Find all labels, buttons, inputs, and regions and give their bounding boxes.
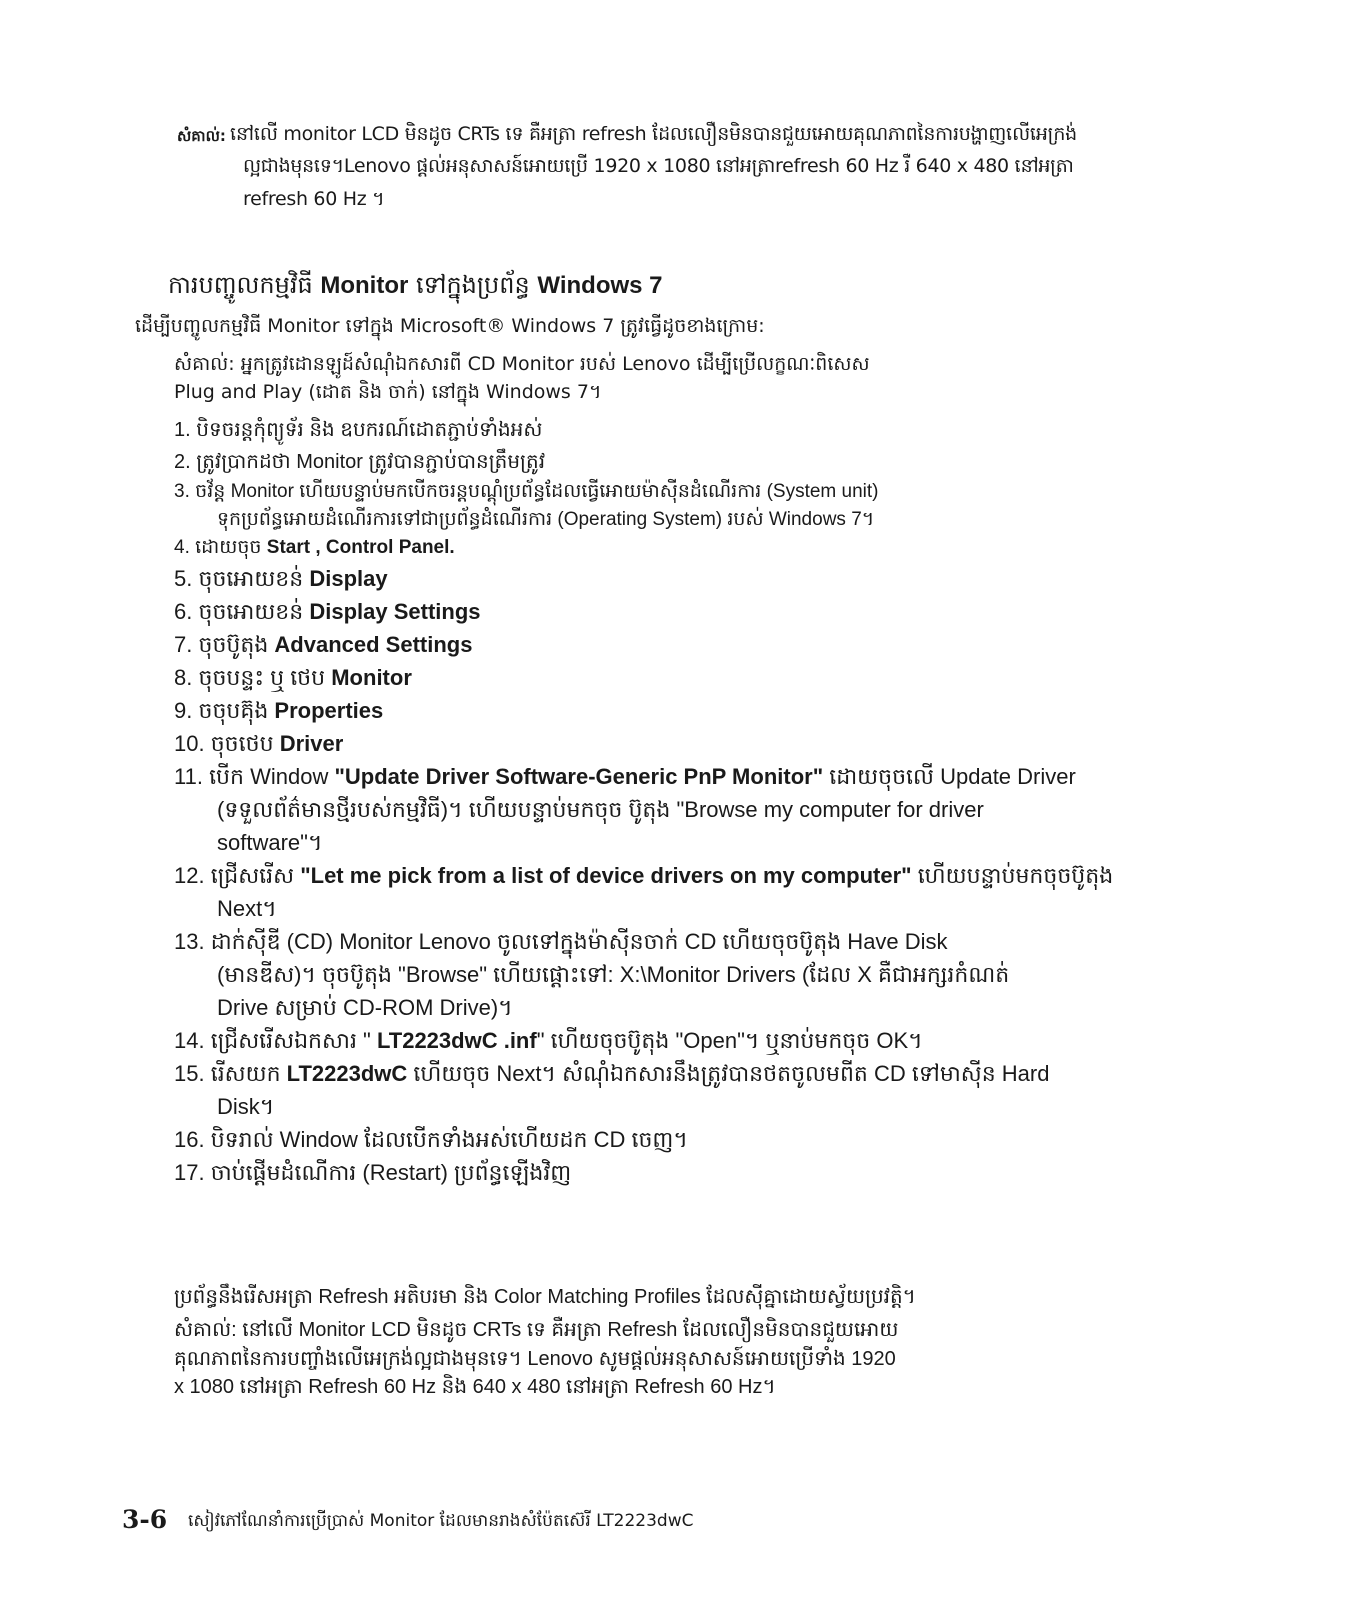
list-item-continuation: software"។ — [217, 830, 323, 855]
steps-list — [174, 414, 1294, 1189]
list-item: 10. ចុចថេប Driver — [174, 731, 344, 756]
list-item-continuation: (មានឌីស)។ ចុចប៊ូតុង "Browse" ហើយផ្តោះទៅ: X:\Monitor Drivers (ដែល X គឺជាអក្សរកំណត់ — [217, 962, 1010, 987]
note-label: សំគាល់: — [177, 127, 226, 145]
list-item: 3. ចវ័ន្ត Monitor ហើយបន្ទាប់មកបើកចរន្តបណ្តុំប្រព័ន្ធដែលធ្វើអោយម៉ាស៊ីនដំណើរការ (System unit) — [174, 481, 879, 502]
list-item: 9. ចចុបគ៊ុង Properties — [174, 698, 384, 723]
list-item: 13. ដាក់ស៊ីឌី (CD) Monitor Lenovo ចូលទៅក្នុងម៉ាស៊ីនចាក់ CD ហើយចុចប៊ូតុង Have Disk — [174, 929, 948, 954]
list-item-continuation: Disk។ — [217, 1094, 275, 1119]
page-number: 3-6 — [122, 1505, 168, 1534]
closing-line-2: សំគាល់: នៅលើ Monitor LCD មិនដូច CRTs ទេ គឺអត្រា Refresh ដែលលឿនមិនបានជួយអោយ — [174, 1319, 899, 1341]
list-item: 14. ជ្រើសរើសឯកសារ " LT2223dwC .inf" ហើយចុចប៊ូតុង "Open"។ ឬនាប់មកចុច OK។ — [174, 1028, 923, 1053]
list-item: 11. បើក Window "Update Driver Software-Generic PnP Monitor" ដោយចុចលើ Update Driver — [174, 764, 1076, 789]
section-heading — [168, 270, 663, 305]
list-item: 12. ជ្រើសរើស "Let me pick from a list of device drivers on my computer" ហើយបន្ទាប់មកចុចប៊ូតុង — [174, 863, 1114, 888]
top-note-line-1: នៅលើ monitor LCD មិនដូច CRTs ទេ គឺអត្រា refresh ដែលលឿនមិនបានជួយអោយគុណភាពនៃការបង្ហាញលើអេក្រង់ — [230, 123, 1077, 145]
heading-monitor: Monitor — [320, 272, 409, 299]
list-item-continuation: Drive សម្រាប់ CD-ROM Drive)។ — [217, 995, 513, 1020]
list-item: 1. បិទចរន្តកុំព្យូទ័រ និង ឧបករណ៍ដោតភ្ជាប់ទាំងអស់ — [174, 419, 543, 441]
list-item-continuation: ទុកប្រព័ន្ធអោយដំណើរការទៅជាប្រព័ន្ធដំណើរការ (Operating System) របស់ Windows 7។ — [217, 509, 875, 530]
list-item: 5. ចុចអោយខន់ Display — [174, 566, 388, 591]
install-note-line-2: Plug and Play (ដោត និង ចាក់) នៅក្នុង Windows 7។ — [174, 381, 602, 403]
closing-line-1: ប្រព័ន្ធនឹងរើសអត្រា Refresh អតិបរមា និង Color Matching Profiles ដែលស៊ីគ្នាដោយស្វ័យប្រវត្តិ។ — [174, 1286, 916, 1308]
list-item: 8. ចុចបន្ទះ ឬ ថេប Monitor — [174, 665, 412, 690]
top-note-line-3: refresh 60 Hz ។ — [243, 188, 385, 210]
list-item-continuation: Next។ — [217, 896, 277, 921]
list-item: 7. ចុចប៊ូតុង Advanced Settings — [174, 632, 473, 657]
closing-line-4: x 1080 នៅអត្រា Refresh 60 Hz និង 640 x 480 នៅអត្រា Refresh 60 Hz។ — [174, 1376, 776, 1398]
list-item: 2. ត្រូវប្រាកដថា Monitor ត្រូវបានភ្ជាប់បានត្រឹមត្រូវ — [174, 451, 546, 473]
list-item-continuation: (ទទួលព័ត៌មានថ្មីរបស់កម្មវិធី)។ ហើយបន្ទាប់មកចុច ប៊ូតុង "Browse my computer for driver — [217, 797, 984, 822]
list-item: 15. រើសយក LT2223dwC ហើយចុច Next។ សំណុំឯកសារនឹងត្រូវបានថតចូលមពីត CD ទៅមាស៊ីន Hard — [174, 1061, 1050, 1086]
list-item: 6. ចុចអោយខន់ Display Settings — [174, 599, 481, 624]
intro-paragraph: ដើម្បីបញ្ចូលកម្មវិធី Monitor ទៅក្នុង Microsoft® Windows 7 ត្រូវធ្វើដូចខាងក្រោម: — [135, 315, 765, 337]
heading-text-2: ទៅក្នុងប្រព័ន្ធ — [408, 271, 538, 299]
heading-windows: Windows 7 — [537, 272, 663, 299]
footer-title: សៀវភៅណែនាំការប្រើប្រាស់ Monitor ដែលមានរាងសំប៉ែតស៊េរី LT2223dwC — [188, 1511, 694, 1531]
install-note-line-1: សំគាល់: អ្នកត្រូវដោនឡូដ៍សំណុំឯកសារពី CD Monitor របស់ Lenovo ដើម្បីប្រើលក្ខណៈពិសេស — [174, 353, 870, 375]
list-item: 16. បិទរាល់ Window ដែលបើកទាំងអស់ហើយដក CD ចេញ។ — [174, 1127, 688, 1152]
heading-text-1: ការបញ្ចូលកម្មវិធី — [168, 271, 321, 299]
list-item: 4. ដោយចុច Start , Control Panel. — [174, 537, 455, 558]
top-note-line-2: ល្អជាងមុនទេ។Lenovo ផ្តល់អនុសាសន៍អោយប្រើ 1920 x 1080 នៅអត្រាrefresh 60 Hz រឺ 640 x 480 នៅអត្រា — [243, 155, 1074, 177]
list-item: 17. ចាប់ផ្តើមដំណើការ (Restart) ប្រព័ន្ធឡើងវិញ — [174, 1160, 572, 1185]
closing-line-3: គុណភាពនៃការបញ្ចាំងលើអេក្រង់ល្អជាងមុនទេ។ Lenovo សូមផ្តល់អនុសាសន៍អោយប្រើទាំង 1920 — [174, 1348, 896, 1370]
